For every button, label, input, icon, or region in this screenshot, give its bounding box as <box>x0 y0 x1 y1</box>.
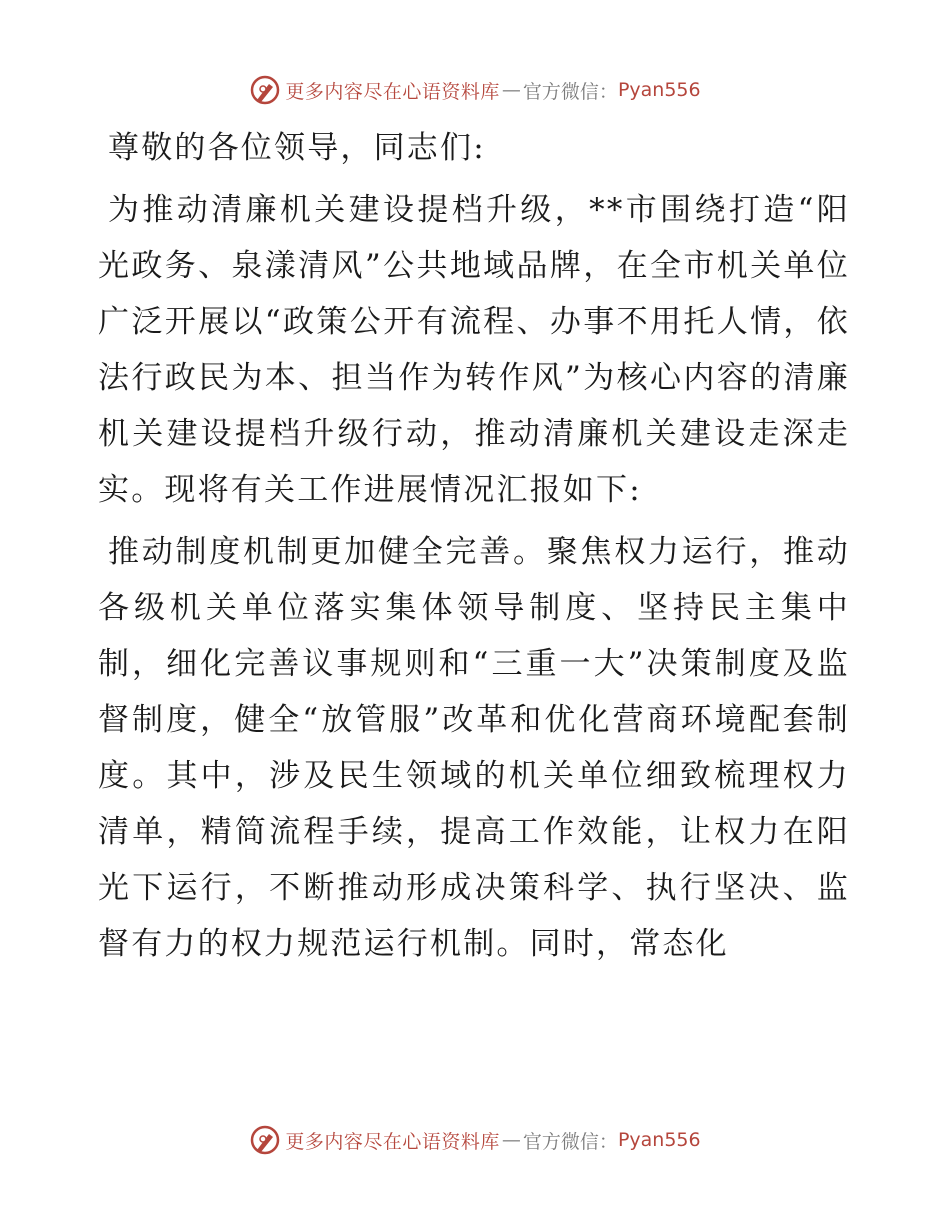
greeting: 尊敬的各位领导，同志们: <box>108 130 486 166</box>
watermark-wechat-label: 官方微信： <box>522 80 618 103</box>
watermark-wechat-id: Pyan556 <box>617 1129 701 1151</box>
paragraph-system: 推动制度机制更加健全完善。聚焦权力运行，推动各级机关单位落实集体领导制度、坚持民主集中制，细化完善议事规则和“三重一大”决策制度及监督制度，健全“放管服”改革和优化营商环境配套制度。其中，涉及民生领域的机关单位细致梳理权力清单，精简流程手续，提高工作效能，让权力在阳光下运行，不断推动形成决策科学、执行坚决、监督有力的权力规范运行机制。同时，常态化 <box>98 534 850 962</box>
paragraph-intro: 为推动清廉机关建设提档升级，**市围绕打造“阳光政务、泉漾清风”公共地域品牌，在全市机关单位广泛开展以“政策公开有流程、办事不用托人情，依法行政民为本、担当作为转作风”为核心内容的清廉机关建设提档升级行动，推动清廉机关建设走深走实。现将有关工作进展情况汇报如下: <box>98 192 850 508</box>
watermark-wechat-label: 官方微信： <box>522 1130 618 1153</box>
pen-logo-icon <box>249 74 281 106</box>
watermark-footer <box>0 1120 950 1160</box>
watermark-text: 更多内容尽在心语资料库 <box>285 80 500 103</box>
watermark-separator: — <box>501 79 521 101</box>
watermark-wechat-id: Pyan556 <box>617 79 701 101</box>
document-body <box>98 120 850 978</box>
watermark-separator: — <box>501 1129 521 1151</box>
pen-logo-icon <box>249 1124 281 1156</box>
watermark-text: 更多内容尽在心语资料库 <box>285 1130 500 1153</box>
watermark-header <box>0 70 950 110</box>
